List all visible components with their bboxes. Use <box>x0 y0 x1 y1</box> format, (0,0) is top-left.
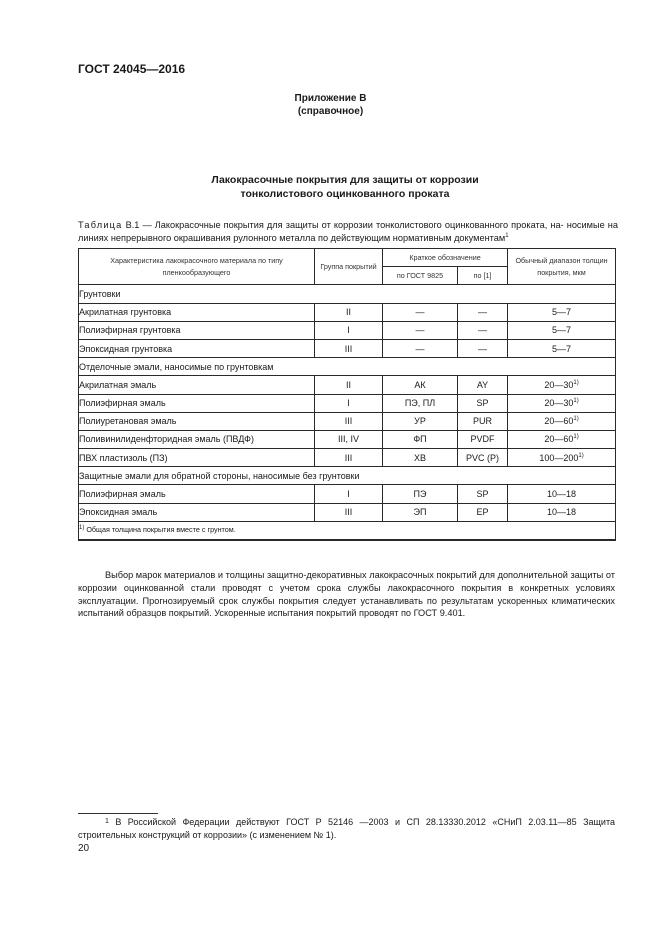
coating-group: III <box>315 412 383 430</box>
designation-ref: SP <box>458 394 508 412</box>
designation-gost: ПЭ <box>383 485 458 503</box>
thickness-mark: 1) <box>573 416 579 423</box>
table-row <box>79 430 616 448</box>
footnote <box>78 816 615 842</box>
footnote-rule <box>78 813 158 814</box>
table-row <box>79 503 616 521</box>
coating-name: Полиуретановая эмаль <box>79 412 315 430</box>
designation-ref: SP <box>458 485 508 503</box>
thickness-range <box>508 321 616 339</box>
document-code: ГОСТ 24045—2016 <box>78 62 186 76</box>
page-number: 20 <box>78 843 90 854</box>
section-label: Защитные эмали для обратной стороны, наносимые без грунтовки <box>79 467 616 485</box>
table-note-text: Общая толщина покрытия вместе с грунтом. <box>86 525 236 535</box>
coating-name: Акрилатная эмаль <box>79 376 315 394</box>
thickness-value: 20—30 <box>544 398 574 409</box>
coating-group: I <box>315 321 383 339</box>
thickness-range <box>508 412 616 430</box>
table-caption-line1: Лакокрасочные покрытия для защиты от коррозии тонколистового оцинкованного проката, на- <box>154 220 564 230</box>
designation-ref: PVDF <box>458 430 508 448</box>
table-note-row <box>79 521 616 540</box>
section-label: Отделочные эмали, наносимые по грунтовкам <box>79 358 616 376</box>
designation-ref: PVC (P) <box>458 449 508 467</box>
table-row <box>79 339 616 357</box>
header-characteristic: Характеристика лакокрасочного материала по типу пленкообразующего <box>79 249 315 285</box>
thickness-range <box>508 485 616 503</box>
thickness-value: 10—18 <box>547 489 577 500</box>
thickness-mark: 1) <box>578 452 584 459</box>
thickness-value: 100—200 <box>539 452 579 463</box>
header-ref1: по [1] <box>458 267 508 285</box>
section-row-primers <box>79 285 616 303</box>
designation-gost: ЭП <box>383 503 458 521</box>
coating-group: III, IV <box>315 430 383 448</box>
footnote-mark: 1 <box>105 818 109 825</box>
body-paragraph: Выбор марок материалов и толщины защитно-декоративных лакокрасочных покрытий для дополнительной защиты от коррозии оцинкованной стали проводят с учетом срока службы лакокрасочного покрытия в конкретных условиях эксплуатации. Прогнозируемый срок службы покрытия следует устанавливать по результатам ускоренных климатических испытаний образцов покрытий. Ускоренные испытания покрытий проводят по ГОСТ 9.401. <box>78 570 615 619</box>
designation-gost: — <box>383 339 458 357</box>
header-gost9825: по ГОСТ 9825 <box>383 267 458 285</box>
designation-ref: — <box>458 339 508 357</box>
designation-gost: УР <box>383 412 458 430</box>
annex-heading <box>0 92 661 118</box>
coatings-table <box>78 248 616 541</box>
designation-ref: — <box>458 303 508 321</box>
table-row <box>79 303 616 321</box>
table-row <box>79 321 616 339</box>
coating-name: Эпоксидная эмаль <box>79 503 315 521</box>
table-row <box>79 376 616 394</box>
coating-name: Поливинилиденфторидная эмаль (ПВДФ) <box>79 430 315 448</box>
designation-gost: ПЭ, ПЛ <box>383 394 458 412</box>
section-row-finish <box>79 358 616 376</box>
section-title-line2: тонколистового оцинкованного проката <box>240 188 450 200</box>
annex-status: (справочное) <box>297 106 364 117</box>
thickness-mark: 1) <box>573 379 579 386</box>
thickness-value: 10—18 <box>547 507 577 518</box>
coating-name: Полиэфирная эмаль <box>79 394 315 412</box>
coating-group: I <box>315 394 383 412</box>
designation-gost: АК <box>383 376 458 394</box>
table-number: В.1 — <box>125 220 152 230</box>
table-row <box>79 485 616 503</box>
designation-ref: — <box>458 321 508 339</box>
coating-group: III <box>315 449 383 467</box>
thickness-value: 5—7 <box>552 307 572 318</box>
coating-name: Эпоксидная грунтовка <box>79 339 315 357</box>
thickness-range <box>508 430 616 448</box>
designation-ref: PUR <box>458 412 508 430</box>
table-caption-line2: носимые на линиях непрерывного окрашивания рулонного металла по действующим нормативным документам <box>78 220 618 243</box>
coating-group: I <box>315 485 383 503</box>
table-label: Таблица <box>78 220 123 230</box>
table-note <box>79 521 616 540</box>
thickness-value: 20—60 <box>544 434 574 445</box>
caption-footnote-mark: 1 <box>505 233 509 239</box>
coating-group: III <box>315 339 383 357</box>
thickness-mark: 1) <box>573 398 579 405</box>
coating-group: II <box>315 303 383 321</box>
table-row <box>79 449 616 467</box>
header-designation: Краткое обозначение <box>383 249 508 267</box>
designation-ref: AY <box>458 376 508 394</box>
annex-title: Приложение В <box>294 93 367 104</box>
header-group: Группа покрытий <box>315 249 383 285</box>
designation-ref: EP <box>458 503 508 521</box>
coating-name: Полиэфирная эмаль <box>79 485 315 503</box>
table-note-mark: 1) <box>79 525 85 532</box>
designation-gost: — <box>383 303 458 321</box>
thickness-value: 20—60 <box>544 416 574 427</box>
designation-gost: ХВ <box>383 449 458 467</box>
section-title <box>0 173 661 201</box>
designation-gost: — <box>383 321 458 339</box>
coating-name: Акрилатная грунтовка <box>79 303 315 321</box>
section-row-protective <box>79 467 616 485</box>
thickness-range <box>508 394 616 412</box>
designation-gost: ФП <box>383 430 458 448</box>
footnote-text: В Российской Федерации действуют ГОСТ Р 52146 —2003 и СП 28.13330.2012 «СНиП 2.03.11—85 Защита строительных конструкций от коррозии» (с изменением № 1). <box>78 817 615 840</box>
thickness-value: 5—7 <box>552 343 572 354</box>
thickness-range <box>508 376 616 394</box>
thickness-value: 20—30 <box>544 379 574 390</box>
coating-group: II <box>315 376 383 394</box>
section-title-line1: Лакокрасочные покрытия для защиты от коррозии <box>211 174 479 186</box>
thickness-range <box>508 449 616 467</box>
table-row <box>79 394 616 412</box>
thickness-value: 5—7 <box>552 325 572 336</box>
table-caption <box>78 219 618 245</box>
thickness-range <box>508 503 616 521</box>
thickness-range <box>508 303 616 321</box>
header-thickness: Обычный диапазон толщин покрытия, мкм <box>508 249 616 285</box>
coating-group: III <box>315 503 383 521</box>
section-label: Грунтовки <box>79 285 616 303</box>
table-row <box>79 412 616 430</box>
thickness-range <box>508 339 616 357</box>
coating-name: Полиэфирная грунтовка <box>79 321 315 339</box>
thickness-mark: 1) <box>573 434 579 441</box>
coating-name: ПВХ пластизоль (ПЗ) <box>79 449 315 467</box>
